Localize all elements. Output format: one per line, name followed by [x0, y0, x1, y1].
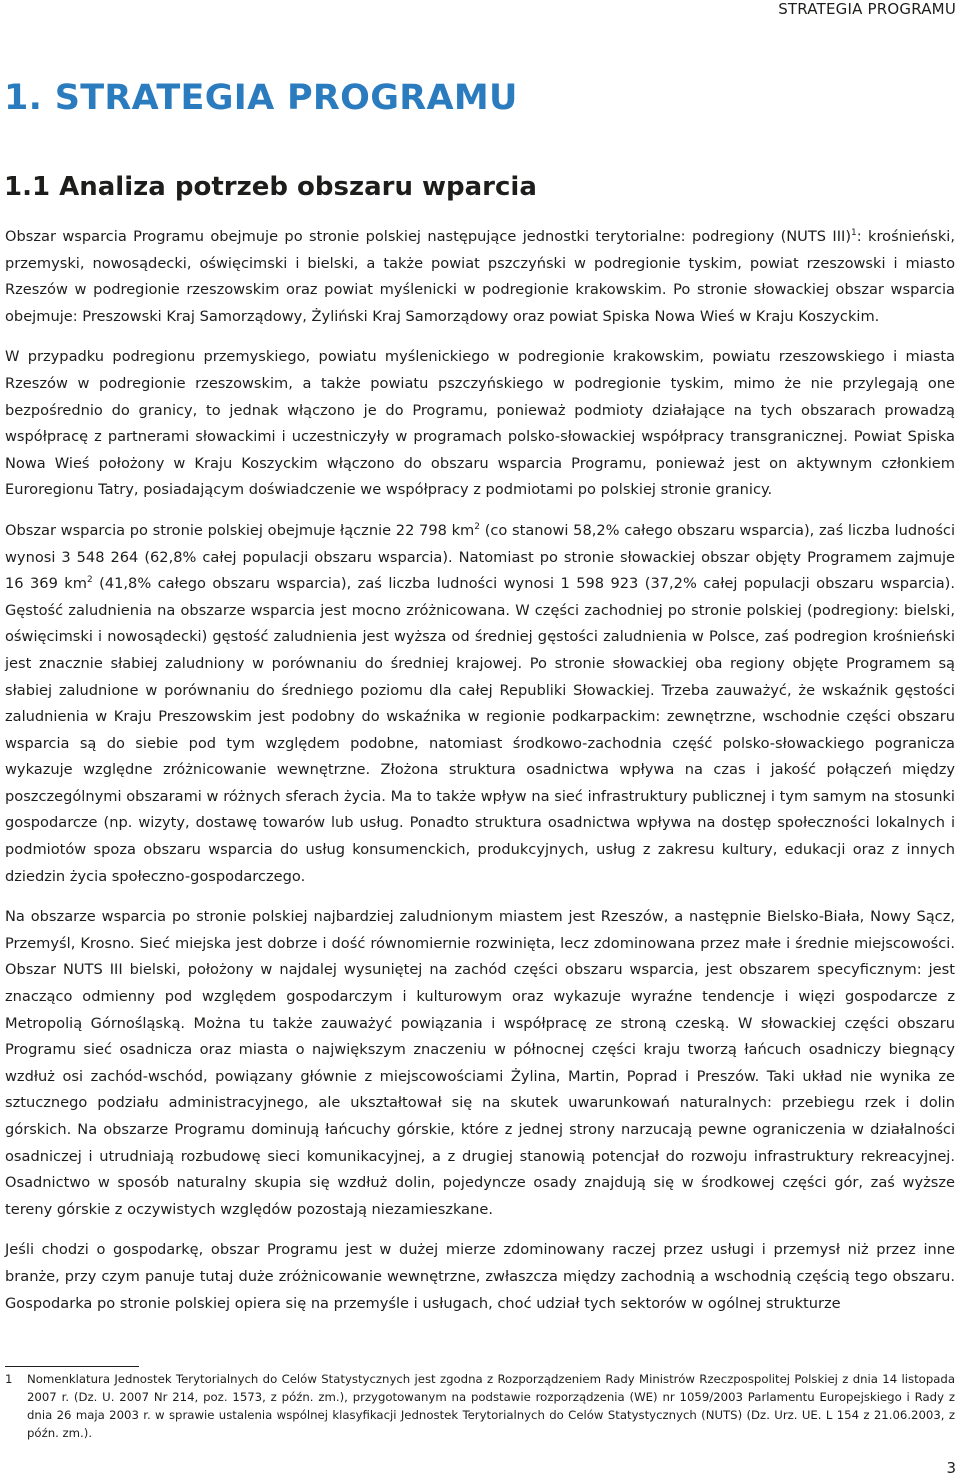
- chapter-title: 1. STRATEGIA PROGRAMU: [4, 78, 518, 118]
- footnote-text: Nomenklatura Jednostek Terytorialnych do Celów Statystycznych jest zgodna z Rozporządzeniem Rady Ministrów Rzeczpospolitej Polskiej z dnia 14 listopada 2007 r. (Dz. U. 2007 Nr 214, poz. 1573, z późn. zm.), przygotowanym na podstawie rozporządzenia (WE) nr 1059/2003 Parlamentu Europejskiego i Rady z dnia 26 maja 2003 r. w sprawie ustalenia wspólnej klasyfikacji Jednostek Terytorialnych do Celów Statystycznych (NUTS) (Dz. Urz. UE. L 154 z 21.06.2003, z późn. zm.).: [27, 1372, 955, 1440]
- paragraph-3-text-c: (41,8% całego obszaru wsparcia), zaś liczba ludności wynosi 1 598 923 (37,2% całej populacji obszaru wsparcia). Gęstość zaludnienia na obszarze wsparcia jest mocno zróżnicowana. W części zachodniej po stronie polskiej (podregiony: bielski, oświęcimski i nowosądecki) gęstość zaludnienia jest wyższa od średniej gęstości zaludnienia w Polsce, zaś podregion krośnieński jest znacznie słabiej zaludniony w porównaniu do średniej krajowej. Po stronie słowackiej oba regiony objęte Programem są słabiej zaludnione w porównaniu do średniego poziomu dla całej Republiki Słowackiej. Trzeba zauważyć, że wskaźnik gęstości zaludnienia w Kraju Preszowskim jest podobny do wskaźnika w regionie podkarpackim: zewnętrzne, wschodnie części obszaru wsparcia są do siebie pod tym względem podobne, natomiast środkowo-zachodnia część polsko-słowackiego pogranicza wykazuje względne zróżnicowanie wewnętrzne. Złożona struktura osadnictwa wpływa na czas i jakość połączeń między poszczególnymi obszarami w różnych sferach życia. Ma to także wpływ na sieć infrastruktury publicznej i tym samym na stosunki gospodarcze (np. wizyty, dostawę towarów lub usług. Ponadto struktura osadnictwa wpływa na dostęp społeczności lokalnych i podmiotów spoza obszaru wsparcia do usług konsumenckich, produkcyjnych, usług z zakresu kultury, edukacji oraz z innych dziedzin życia społeczno-gospodarczego.: [5, 575, 955, 885]
- paragraph-4: Na obszarze wsparcia po stronie polskiej najbardziej zaludnionym miastem jest Rzeszów, a następnie Bielsko-Biała, Nowy Sącz, Przemyśl, Krosno. Sieć miejska jest dobrze i dość równomiernie rozwinięta, lecz zdominowana przez małe i średnie miejscowości. Obszar NUTS III bielski, położony w najdalej wysuniętej na zachód części obszaru wsparcia, jest obszarem specyficznym: jest znacząco odmienny pod względem gospodarczym i kulturowym oraz wykazuje wyraźne tendencje i więzi gospodarcze z Metropolią Górnośląską. Można tu także zauważyć powiązania i współpracę ze stroną czeską. W słowackiej części obszaru Programu sieć osadnicza oraz miasta o największym znaczeniu w północnej części kraju tworzą łańcuch osadniczy biegnący wzdłuż osi zachód-wschód, powiązany głównie z miejscowościami Żylina, Martin, Poprad i Preszów. Taki układ nie wynika ze sztucznego podziału administracyjnego, ale ukształtował się na skutek uwarunkowań naturalnych: przebiegu rzek i dolin górskich. Na obszarze Programu dominują łańcuchy górskie, które z jednej strony narzucają pewne ograniczenia w działalności osadniczej i utrudniają rozbudowę sieci komunikacyjnej, a z drugiej stanowią potencjał do rozwoju infrastruktury rekreacyjnej. Osadnictwo w sposób naturalny skupia się wzdłuż dolin, pojedyncze osady znajdują się w środkowej części gór, zaś wyższe tereny górskie z oczywistych względów pozostają niezamieszkane.: [5, 908, 955, 1218]
- footnote-divider: [5, 1366, 139, 1367]
- footnote: [5, 1370, 955, 1442]
- paragraph-1-text-b: : krośnieński, przemyski, nowosądecki, oświęcimski i bielski, a także powiat pszczyński w podregionie tyskim, powiat rzeszowski i miasto Rzeszów w podregionie rzeszowskim oraz powiat myślenicki w podregionie krakowskim. Po stronie słowackiej obszar wsparcia obejmuje: Preszowski Kraj Samorządowy, Żyliński Kraj Samorządowy oraz powiat Spiska Nowa Wieś w Kraju Koszyckim.: [5, 228, 955, 325]
- running-header: STRATEGIA PROGRAMU: [778, 0, 956, 18]
- body-text: [5, 224, 955, 1317]
- page-number: 3: [946, 1459, 956, 1477]
- superscript-2: 2: [86, 575, 93, 586]
- footnote-number: 1: [5, 1372, 13, 1386]
- superscript-2: 2: [474, 522, 481, 533]
- paragraph-1: [5, 224, 955, 330]
- paragraph-5: Jeśli chodzi o gospodarkę, obszar Programu jest w dużej mierze zdominowany raczej przez usługi i przemysł niż przez inne branże, przy czym panuje tutaj duże zróżnicowanie wewnętrzne, zwłaszcza między zachodnią a wschodnią częścią tego obszaru. Gospodarka po stronie polskiej opiera się na przemyśle i usługach, choć udział tych sektorów w ogólnej strukturze: [5, 1241, 955, 1312]
- footnote-ref[interactable]: 1: [851, 228, 857, 239]
- paragraph-2: W przypadku podregionu przemyskiego, powiatu myślenickiego w podregionie krakowskim, powiatu rzeszowskiego i miasta Rzeszów w podregionie rzeszowskim, a także powiatu pszczyńskiego w podregionie tyskim, mimo że nie przylegają one bezpośrednio do granicy, to jednak włączono je do Programu, ponieważ podmioty działające na tych obszarach prowadzą współpracę z partnerami słowackimi i uczestniczyły w programach polsko-słowackiej współpracy transgranicznej. Powiat Spiska Nowa Wieś położony w Kraju Koszyckim włączono do obszaru wsparcia Programu, ponieważ jest on aktywnym członkiem Euroregionu Tatry, posiadającym doświadczenie we współpracy z podmiotami po polskiej stronie granicy.: [5, 348, 955, 499]
- paragraph-3-text-b: (co stanowi 58,2% całego obszaru wsparcia), zaś liczba ludności wynosi 3 548 264 (62,8% całej populacji obszaru wsparcia). Natomiast po stronie słowackiej obszar objęty Programem zajmuje 16 369 km: [5, 521, 956, 593]
- paragraph-3: [5, 518, 955, 890]
- paragraph-3-text-a: Obszar wsparcia po stronie polskiej obejmuje łącznie 22 798 km: [5, 521, 475, 539]
- section-title: 1.1 Analiza potrzeb obszaru wparcia: [4, 172, 537, 202]
- paragraph-1-text-a: Obszar wsparcia Programu obejmuje po stronie polskiej następujące jednostki terytorialne: podregiony (NUTS III): [5, 228, 852, 245]
